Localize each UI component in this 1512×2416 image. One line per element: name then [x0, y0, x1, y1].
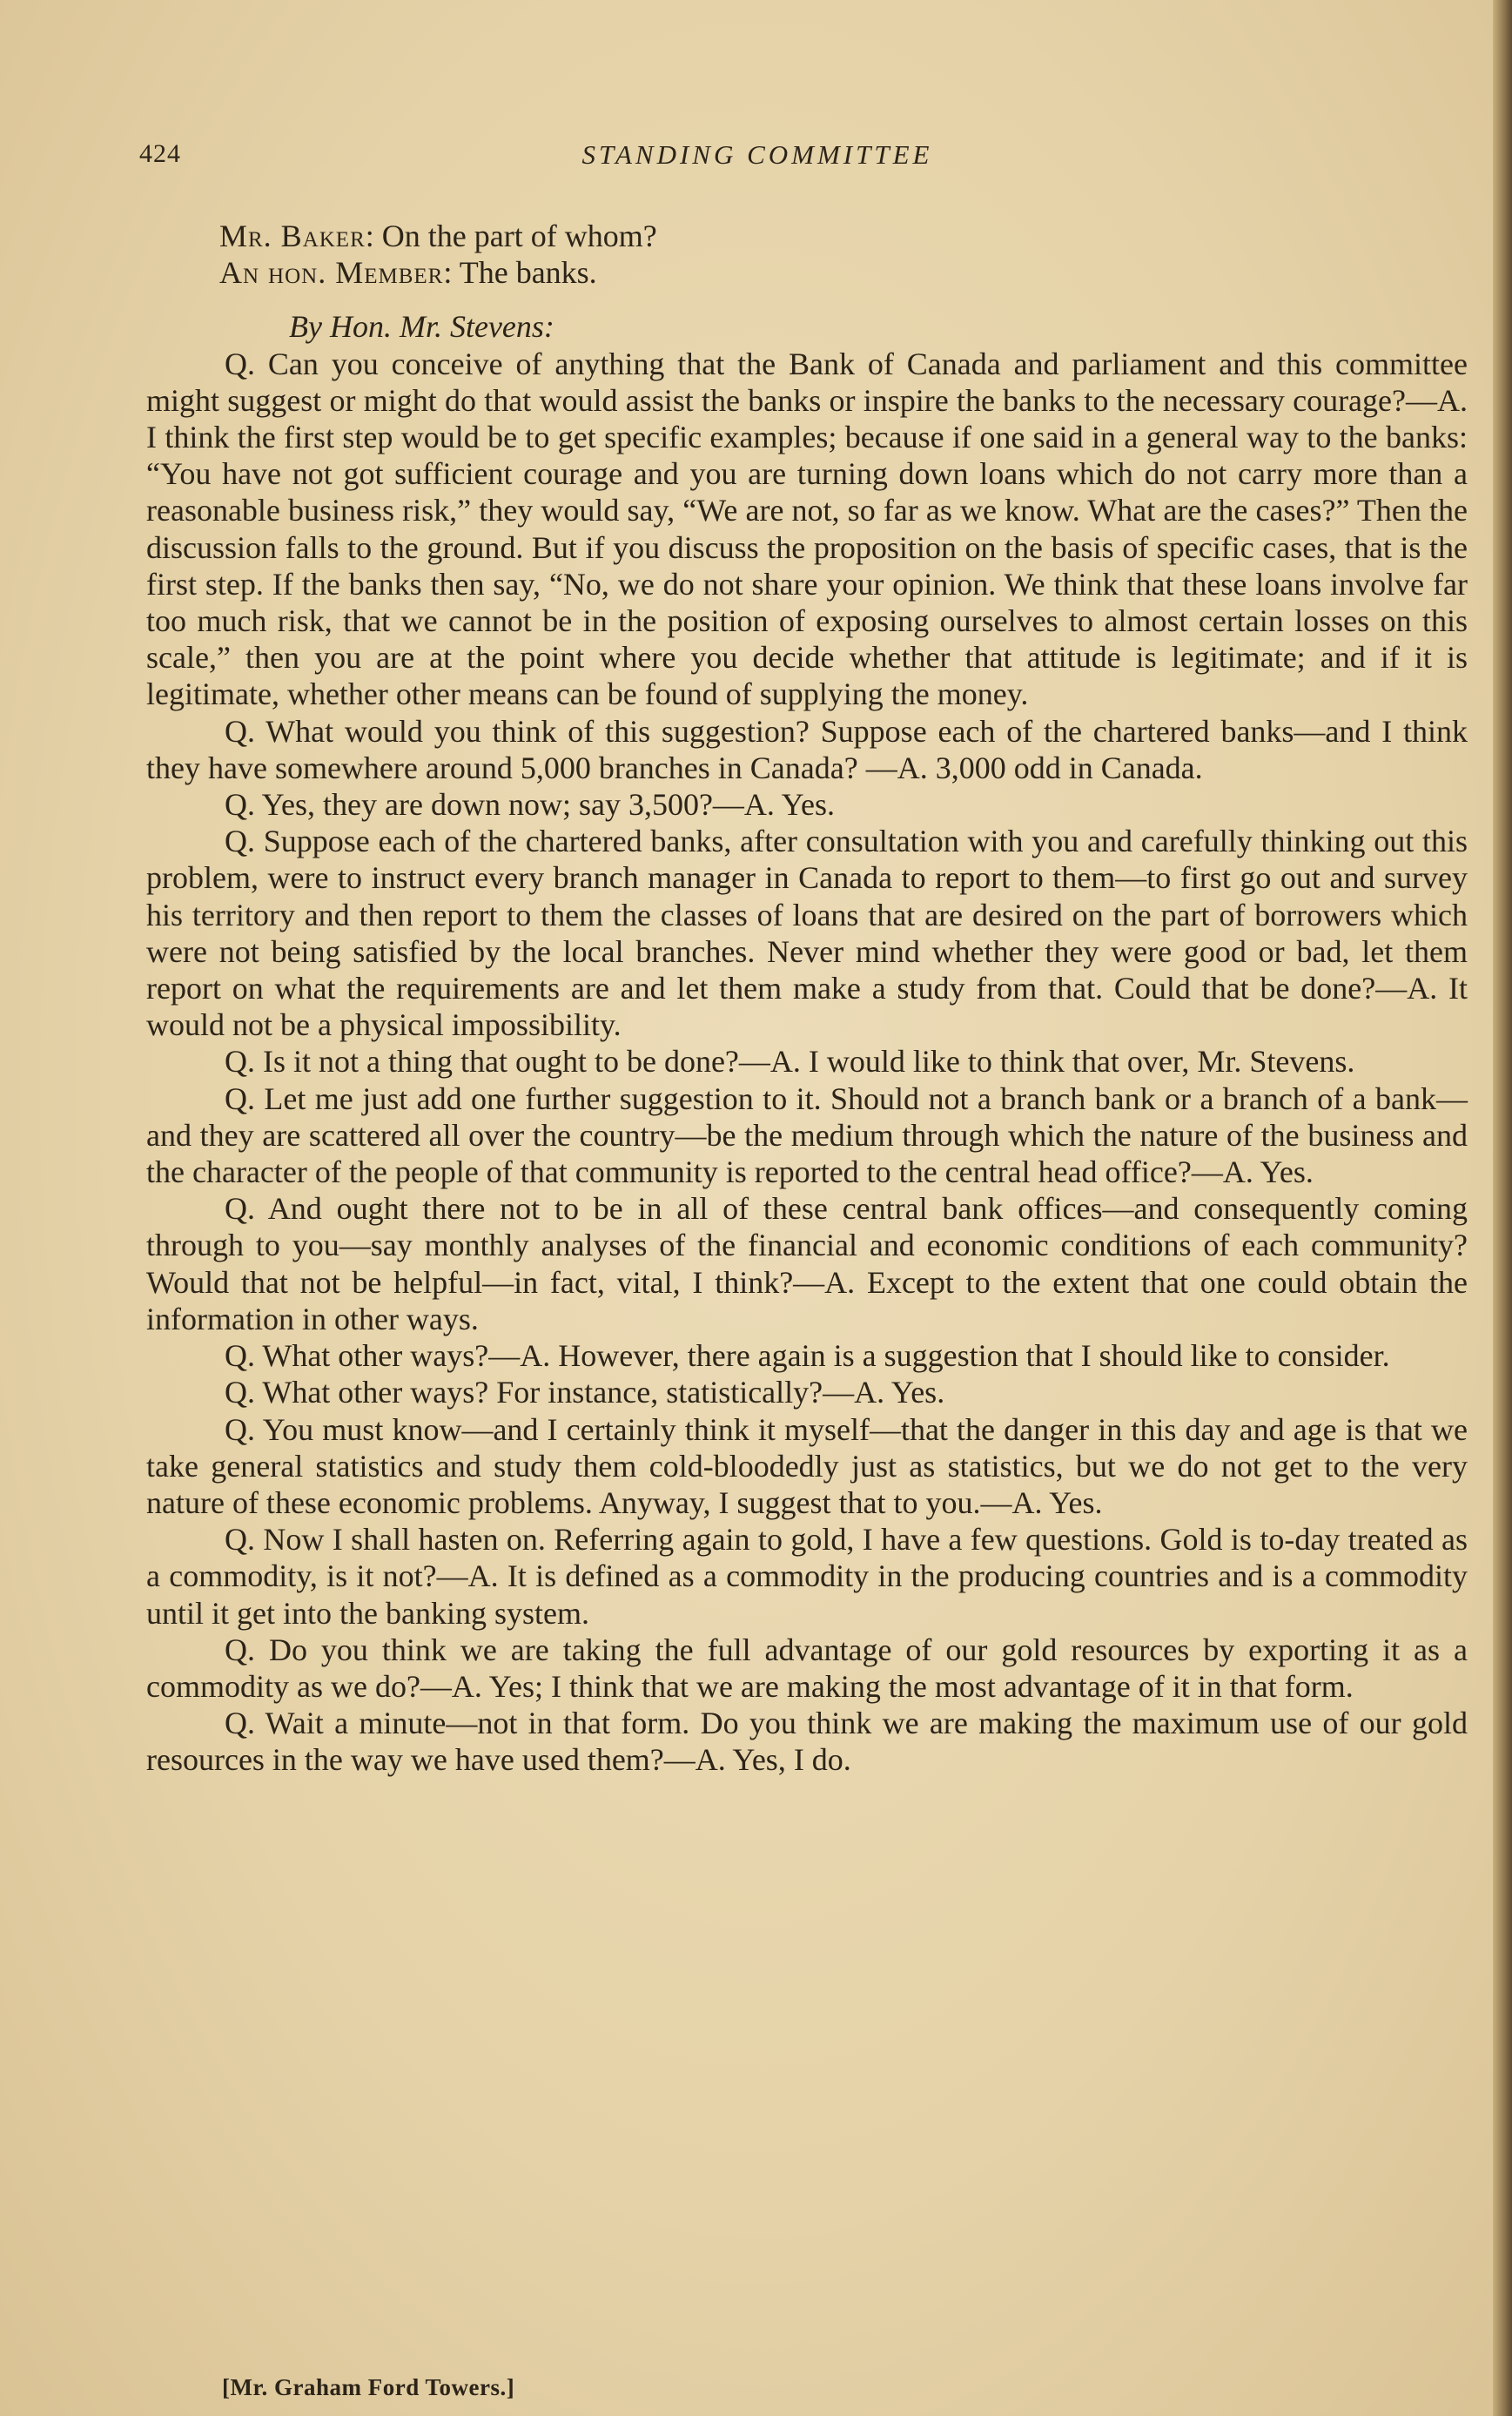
question-answer-paragraph: Q. Let me just add one further suggestion to it. Should not a branch bank or a branch of a bank—and they are scattered all over the country—be the medium through which the nature of the business and the character of the people of that community is reported to the central head office?—A. Yes. — [146, 1080, 1468, 1190]
question-answer-paragraph: Q. What other ways? For instance, statistically?—A. Yes. — [225, 1375, 945, 1410]
question-answer-paragraph: Q. Suppose each of the chartered banks, after consultation with you and carefully thinking out this problem, were to instruct every branch manager in Canada to report to them—to first go out and survey his territory and then report to them the classes of loans that are desired on the part of borrowers which were not being satisfied by the local branches. Never mind whether they were good or bad, let them report on what the requirements are and let them make a study from that. Could that be done?—A. It would not be a physical impossibility. — [146, 824, 1468, 1043]
running-title: STANDING COMMITTEE — [581, 139, 933, 170]
page-header — [139, 139, 1375, 183]
question-answer-paragraph: Q. Can you conceive of anything that the Bank of Canada and parliament and this committee might suggest or might do that would assist the banks or inspire the banks to the necessary courage?—A. I think the first step would be to get specific examples; because if one said in a general way to the banks: “You have not got sufficient courage and you are turning down loans which do not carry more than a reasonable business risk,” they would say, “We are not, so far as we know. What are the cases?” Then the discussion falls to the ground. But if you discuss the proposition on the basis of specific cases, that is the first step. If the banks then say, “No, we do not share your opinion. We think that these loans involve far too much risk, that we cannot be in the position of exposing ourselves to almost certain losses on this scale,” then you are at the point where you decide whether that attitude is legitimate; and if it is legitimate, whether other means can be found of supplying the money. — [146, 346, 1468, 712]
witness-footer: [Mr. Graham Ford Towers.] — [222, 2374, 515, 2400]
exchange-text: On the part of whom? — [381, 219, 657, 253]
question-answer-paragraph: Q. Is it not a thing that ought to be done?—A. I would like to think that over, Mr. Stevens. — [225, 1044, 1355, 1080]
page-number: 424 — [139, 139, 181, 168]
question-answer-paragraph: Q. Do you think we are taking the full advantage of our gold resources by exporting it as a commodity as we do?—A. Yes; I think that we are making the most advantage of it in that form. — [146, 1632, 1468, 1704]
question-answer-paragraph: Q. Yes, they are down now; say 3,500?—A. Yes. — [225, 787, 835, 823]
question-answer-paragraph: Q. And ought there not to be in all of these central bank offices—and consequently coming through to you—say monthly analyses of the financial and economic conditions of each community? Would that not be helpful—in fact, vital, I think?—A. Except to the extent that one could obtain the information in other ways. — [146, 1191, 1468, 1336]
question-answer-paragraph: Q. What would you think of this suggestion? Suppose each of the chartered banks—and I think they have somewhere around 5,000 branches in Canada? —A. 3,000 odd in Canada. — [146, 713, 1468, 785]
section-heading: By Hon. Mr. Stevens: — [289, 309, 554, 345]
transcript-body — [146, 218, 1468, 1779]
exchange-line: An hon. Member: The banks. — [219, 255, 597, 291]
page-binding-edge — [1493, 0, 1512, 2416]
question-answer-paragraph: Q. Wait a minute—not in that form. Do you think we are making the maximum use of our gold resources in the way we have used them?—A. Yes, I do. — [146, 1706, 1468, 1778]
speaker-name: Mr. Baker — [219, 219, 366, 253]
question-answer-paragraph: Q. You must know—and I certainly think it myself—that the danger in this day and age is that we take general statistics and study them cold-bloodedly just as statistics, but we do not get to the very nature of these economic problems. Anyway, I suggest that to you.—A. Yes. — [146, 1411, 1468, 1520]
question-answer-paragraph: Q. What other ways?—A. However, there again is a suggestion that I should like to consider. — [225, 1338, 1390, 1374]
speaker-name: An hon. Member — [219, 255, 444, 291]
exchange-line: Mr. Baker: On the part of whom? — [219, 219, 657, 253]
exchange-text: The banks. — [459, 255, 597, 291]
question-answer-paragraph: Q. Now I shall hasten on. Referring again to gold, I have a few questions. Gold is to-day treated as a commodity, is it not?—A. It is defined as a commodity in the producing countries and is a commodity until it get into the banking system. — [146, 1522, 1468, 1631]
